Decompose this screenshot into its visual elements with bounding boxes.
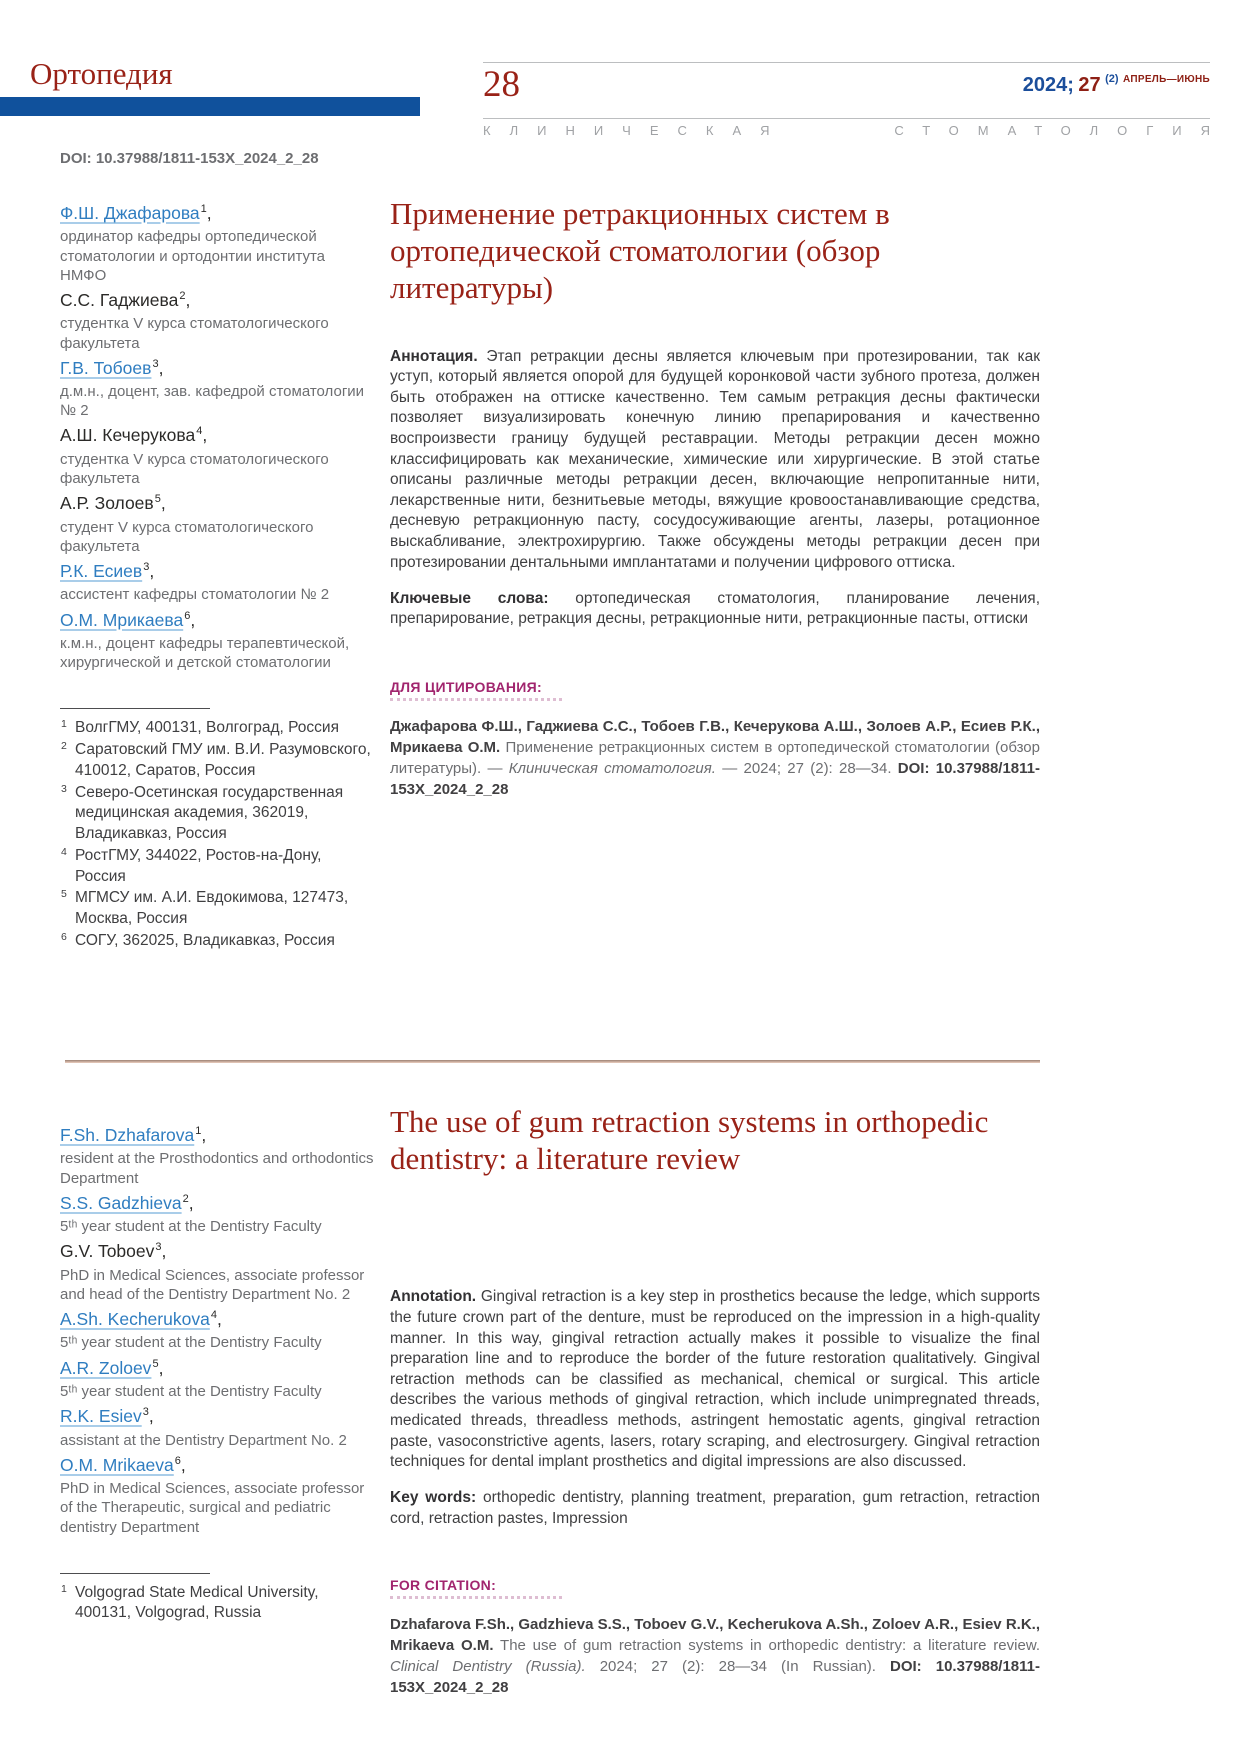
author-affil-sup: 2: [179, 289, 186, 302]
journal-name-word1: КЛИНИЧЕСКАЯ: [483, 123, 789, 138]
author-affil-sup: 6: [174, 1454, 181, 1467]
affil-text: РостГМУ, 344022, Ростов-на-Дону, Россия: [75, 846, 322, 885]
author-affil-sup: 5: [154, 493, 161, 506]
author-entry: [60, 491, 375, 556]
author-role: студентка V курса стоматологического факультета: [60, 450, 329, 487]
author-name-link[interactable]: Г.В. Тобоев: [60, 357, 152, 378]
comma: ,: [216, 1309, 222, 1330]
author-name: А.Р. Золоев: [60, 493, 154, 514]
page-number: 28: [483, 64, 520, 105]
affil-sup: 4: [61, 845, 67, 858]
citation-block-ru: [390, 679, 1040, 800]
author-entry: [60, 288, 375, 353]
author-entry: [60, 1239, 375, 1304]
author-role: 5ᵗʰ year student at the Dentistry Faculty: [60, 1334, 322, 1352]
section-russian: [60, 150, 1040, 953]
en-authors-list: [60, 1123, 375, 1537]
section-label: Ортопедия: [30, 56, 173, 91]
en-affiliations: [60, 1573, 375, 1625]
author-name-link[interactable]: О.М. Мрикаева: [60, 609, 184, 630]
author-affil-sup: 2: [182, 1192, 189, 1205]
author-name-link[interactable]: R.K. Esiev: [60, 1406, 142, 1427]
author-name-link[interactable]: S.S. Gadzhieva: [60, 1192, 182, 1213]
affil-sup: 6: [61, 930, 67, 943]
annotation-text: Этап ретракции десны является ключевым при протезировании, так как уступ, который является опорой для будущей коронковой части зубного протеза, должен быть отображен на оттиске качественно. Тем самым ретракция десны фактически позволяет визуализировать конечную линию препарирования и качественно воспроизвести границу будущей реставрации. Методы ретракции десен можно классифицировать как механические, химические или хирургические. В этой статье описаны различные методы ретракции десен, включающие непропитанные нити, лекарственные нити, безнитьевые методы, вяжущие кровоостанавливающие средства, десневую ретракционную пасту, сосудосуживающие агенты, лазеры, ротационное выскабливание, электрохирургию. Также обсуждены методы ретракции десен при протезировании дентальными имплантатами и получении цифрового оттиска.: [390, 347, 1040, 571]
author-affil-sup: 6: [184, 609, 191, 622]
author-name-link[interactable]: O.M. Mrikaeva: [60, 1454, 174, 1475]
affil-sup: 5: [61, 888, 67, 901]
comma: ,: [160, 493, 166, 514]
citation-authors: Dzhafarova F.Sh., Gadzhieva S.S., Toboev G.V., Kecherukova A.Sh., Zoloev A.R., Esiev R.K., Mrikaeva O.M.: [390, 1615, 1040, 1654]
author-role: PhD in Medical Sciences, associate professor of the Therapeutic, surgical and pediatric dentistry Department: [60, 1480, 365, 1536]
author-name-link[interactable]: Ф.Ш. Джафарова: [60, 203, 200, 223]
author-entry: [60, 1307, 375, 1353]
issue-months: АПРЕЛЬ—ИЮНЬ: [1122, 74, 1210, 85]
comma: ,: [206, 203, 212, 223]
annotation-en: [390, 1287, 1040, 1472]
citation-block-en: [390, 1577, 1040, 1698]
ru-affiliations: [60, 708, 375, 951]
author-entry: [60, 1123, 375, 1188]
article-title-ru: Применение ретракционных систем в ортопедической стоматологии (обзор литературы): [390, 196, 890, 306]
article-title-en: The use of gum retraction systems in orthopedic dentistry: a literature review: [390, 1104, 989, 1177]
affiliation: [60, 888, 375, 930]
author-name: G.V. Toboev: [60, 1241, 155, 1262]
author-entry: [60, 1191, 375, 1237]
ru-right-column: [390, 150, 1040, 953]
citation-text-en: [390, 1614, 1040, 1698]
citation-label: FOR CITATION:: [390, 1576, 497, 1593]
citation-text-ru: [390, 716, 1040, 800]
author-entry: [60, 1356, 375, 1402]
affil-sup: 1: [61, 718, 67, 731]
citation-journal: Клиническая стоматология.: [508, 759, 716, 777]
citation-doi: DOI: 10.37988/1811-153X_2024_2_28: [390, 1657, 1041, 1696]
author-role: студентка V курса стоматологического факультета: [60, 315, 329, 352]
comma: ,: [201, 1125, 207, 1145]
author-name: С.С. Гаджиева: [60, 289, 179, 310]
author-entry: [60, 356, 375, 421]
author-affil-sup: 4: [210, 1309, 217, 1322]
section-divider: [65, 1060, 1040, 1063]
citation-title: Применение ретракционных систем в ортопедической стоматологии (обзор литературы). —: [390, 738, 1040, 777]
author-entry: [60, 201, 375, 285]
affil-text: Volgograd State Medical University, 400131, Volgograd, Russia: [75, 1583, 319, 1622]
issue-row: [483, 63, 1210, 119]
author-affil-sup: 4: [196, 425, 203, 438]
citation-label: ДЛЯ ЦИТИРОВАНИЯ:: [390, 678, 542, 695]
affil-sup: 3: [61, 782, 67, 795]
en-right-column: [390, 1095, 1040, 1713]
keywords-en: [390, 1488, 1040, 1529]
affil-sup: 1: [61, 1582, 67, 1595]
comma: ,: [188, 1192, 194, 1213]
section-english: [60, 1095, 1040, 1713]
author-role: 5ᵗʰ year student at the Dentistry Faculty: [60, 1383, 322, 1400]
annotation-label: Аннотация.: [390, 347, 478, 365]
affiliation: [60, 718, 375, 739]
author-role: ординатор кафедры ортопедической стоматологии и ортодонтии института НМФО: [60, 228, 326, 284]
comma: ,: [190, 609, 196, 630]
author-role: к.м.н., доцент кафедры терапевтической, хирургической и детской стоматологии: [60, 634, 350, 672]
author-affil-sup: 3: [142, 1406, 149, 1419]
affil-text: Северо-Осетинская государственная медицинская академия, 362019, Владикавказ, Россия: [75, 783, 344, 843]
author-role: 5ᵗʰ year student at the Dentistry Faculty: [60, 1218, 322, 1236]
author-affil-sup: 1: [195, 1125, 202, 1137]
affil-text: ВолгГМУ, 400131, Волгоград, Россия: [75, 719, 339, 737]
author-role: студент V курса стоматологического факультета: [60, 518, 314, 555]
citation-dotted-rule: [390, 1596, 562, 1599]
affiliation: [60, 740, 375, 782]
keywords-text: ортопедическая стоматология, планирование лечения, препарирование, ретракция десны, ретракционные нити, ретракционные пасты, оттиски: [390, 589, 1040, 628]
footnote-rule: [60, 708, 210, 709]
ru-authors-list: [60, 201, 375, 672]
ru-left-column: [60, 150, 375, 953]
keywords-ru: [390, 589, 1040, 630]
citation-authors: Джафарова Ф.Ш., Гаджиева С.С., Тобоев Г.В., Кечерукова А.Ш., Золоев А.Р., Есиев Р.К., Мрикаева О.М.: [390, 717, 1040, 756]
issue-year: 2024;: [1022, 74, 1074, 96]
comma: ,: [158, 357, 164, 378]
author-affil-sup: 1: [200, 203, 207, 215]
author-entry: [60, 1453, 375, 1537]
citation-title: The use of gum retraction systems in orthopedic dentistry: a literature review.: [493, 1636, 1040, 1654]
annotation-text: Gingival retraction is a key step in prosthetics because the ledge, which supports the future crown part of the denture, must be reproduced on the impression in a high-quality manner. In this way, gingival retraction actually makes it possible to visualize the final preparation line and to reproduce the border of the future restoration qualitatively. Gingival retraction methods can be classified as mechanical, chemical or surgical. This article describes the various methods of gingival retraction, which include unimpregnated threads, medicated threads, threadless methods, astringent hemostatic agents, gingival retraction paste, vasoconstrictive agents, lasers, rotary scraping, and electrosurgery. Gingival retraction techniques for dental implant prosthetics and digital impressions are also discussed.: [390, 1288, 1040, 1471]
author-entry: [60, 423, 375, 488]
author-affil-sup: 3: [152, 357, 159, 370]
author-name-link[interactable]: Р.К. Есиев: [60, 560, 143, 581]
author-role: assistant at the Dentistry Department No. 2: [60, 1431, 347, 1449]
footnote-rule: [60, 1573, 210, 1574]
comma: ,: [202, 425, 208, 446]
issue-number: (2): [1105, 73, 1119, 85]
journal-name: [483, 119, 1229, 138]
author-name-link[interactable]: F.Sh. Dzhafarova: [60, 1125, 195, 1145]
author-affil-sup: 5: [152, 1357, 159, 1370]
affiliation: [60, 1583, 375, 1625]
author-entry: [60, 608, 375, 673]
citation-issue: 2024; 27 (2): 28—34 (In Russian).: [585, 1657, 891, 1675]
en-left-column: [60, 1095, 375, 1713]
citation-issue: — 2024; 27 (2): 28—34.: [715, 759, 898, 777]
issue-volume: 27: [1078, 74, 1101, 96]
affil-sup: 2: [61, 740, 67, 753]
author-role: resident at the Prosthodontics and orthodontics Department: [60, 1150, 374, 1187]
annotation-ru: [390, 347, 1040, 574]
author-name-link[interactable]: A.R. Zoloev: [60, 1357, 152, 1378]
author-role: PhD in Medical Sciences, associate professor and head of the Dentistry Department No. 2: [60, 1266, 365, 1303]
issue-info: [1023, 73, 1210, 97]
affil-text: СОГУ, 362025, Владикавказ, Россия: [75, 931, 335, 949]
author-name-link[interactable]: A.Sh. Kecherukova: [60, 1309, 210, 1330]
author-role: ассистент кафедры стоматологии № 2: [60, 586, 330, 604]
author-name: А.Ш. Кечерукова: [60, 425, 196, 446]
comma: ,: [161, 1241, 167, 1262]
citation-journal: Clinical Dentistry (Russia).: [390, 1657, 586, 1675]
page-header: [483, 62, 1229, 138]
affil-text: МГМСУ им. А.И. Евдокимова, 127473, Москва, Россия: [75, 889, 349, 928]
author-affil-sup: 3: [143, 560, 150, 573]
annotation-label: Annotation.: [390, 1288, 477, 1306]
citation-doi: DOI: 10.37988/1811-153X_2024_2_28: [390, 759, 1040, 798]
citation-dotted-rule: [390, 698, 562, 701]
author-affil-sup: 3: [155, 1241, 162, 1254]
section-color-bar: [0, 97, 420, 116]
author-entry: [60, 1404, 375, 1450]
comma: ,: [180, 1454, 186, 1475]
comma: ,: [185, 289, 191, 310]
affiliation: [60, 783, 375, 845]
affil-text: Саратовский ГМУ им. В.И. Разумовского, 410012, Саратов, Россия: [75, 741, 371, 779]
author-role: д.м.н., доцент, зав. кафедрой стоматологии № 2: [60, 383, 365, 420]
author-entry: [60, 559, 375, 605]
comma: ,: [149, 560, 155, 581]
comma: ,: [148, 1406, 154, 1427]
keywords-label: Ключевые слова:: [390, 589, 549, 607]
affiliation: [60, 931, 375, 952]
affiliation: [60, 846, 375, 888]
doi: DOI: 10.37988/1811-153X_2024_2_28: [60, 150, 319, 167]
keywords-label: Key words:: [390, 1489, 477, 1507]
keywords-text: orthopedic dentistry, planning treatment, preparation, gum retraction, retraction cord, retraction pastes, Impression: [390, 1489, 1040, 1527]
comma: ,: [158, 1357, 164, 1378]
journal-name-word2: СТОМАТОЛОГИЯ: [894, 123, 1229, 138]
